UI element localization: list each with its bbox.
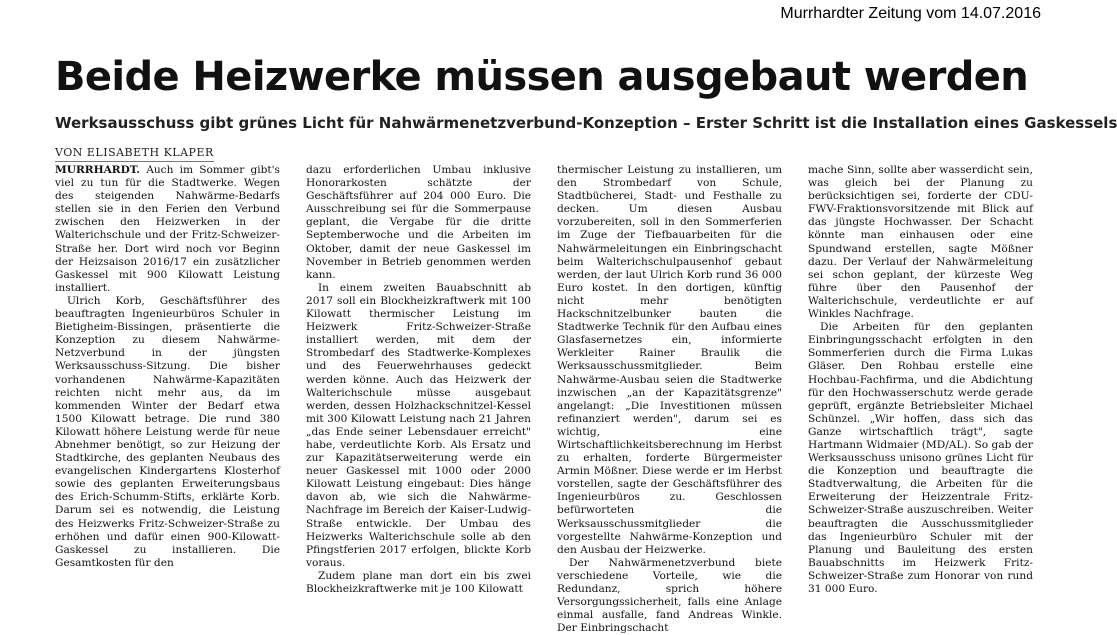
- subheadline: Werksausschuss gibt grünes Licht für Nahwärmenetzverbund-Konzeption – Erster Schritt ist die Installation eines Gaskessels: [55, 114, 1117, 132]
- article-column-3: [557, 164, 782, 635]
- article-paragraph: mache Sinn, sollte aber wasserdicht sein, was gleich bei der Planung zu berücksichtigen sei, forderte der CDU-FWV-Fraktionsvorsitzende mit Blick auf das jüngste Hochwasser. Der Schacht könnte man einhausen oder eine Spundwand erstellen, sagte Mößner dazu. Der Verlauf der Nahwärmeleitung sei schon geplant, der kürzeste Weg führe über den Pausenhof der Walterichschule, verdeutlichte er auf Winkles Nachfrage.: [808, 164, 1033, 321]
- source-line: Murrhardter Zeitung vom 14.07.2016: [780, 5, 1041, 22]
- article-paragraph: Zudem plane man dort ein bis zwei Blockheizkraftwerke mit je 100 Kilowatt: [306, 569, 531, 595]
- article-paragraph: In einem zweiten Bauabschnitt ab 2017 soll ein Blockheizkraftwerk mit 100 Kilowatt thermischer Leistung im Heizwerk Fritz-Schweizer-Straße installiert werden, mit dem der Strombedarf des Stadtwerke-Komplexes und des Feuerwehrhauses gedeckt werden könne. Auch das Heizwerk der Walterichschule müsse ausgebaut werden, dessen Holzhackschnitzel-Kessel mit 300 Kilowatt Leistung nach 21 Jahren „das Ende seiner Lebensdauer erreicht" habe, verdeutlichte Korb. Als Ersatz und zur Kapazitätserweiterung werde ein neuer Gaskessel mit 1000 oder 2000 Kilowatt Leistung eingebaut: Dies hänge davon ab, wie sich die Nahwärme-Nachfrage im Bereich der Kaiser-Ludwig-Straße entwickle. Der Umbau des Heizwerks Walterichschule solle ab den Pfingstferien 2017 erfolgen, blickte Korb voraus.: [306, 281, 531, 569]
- byline: VON ELISABETH KLAPER: [55, 146, 214, 162]
- article-paragraph: dazu erforderlichen Umbau inklusive Honorarkosten schätzte der Geschäftsführer auf 204 000 Euro. Die Ausschreibung sei für die Sommerpause geplant, die Vergabe für die dritte Septemberwoche und die Arbeiten im Oktober, damit der neue Gaskessel im November in Betrieb genommen werden kann.: [306, 164, 531, 281]
- article-body: [55, 164, 1033, 635]
- paragraph-text: Auch im Sommer gibt's viel zu tun für die Stadtwerke. Wegen des steigenden Nahwärme-Bedarfs stellen sie in den Ferien den Verbund zwischen den Heizwerken in der Walterichschule und der Fritz-Schweizer-Straße her. Dort wird noch vor Beginn der Heizsaison 2016/17 ein zusätzlicher Gaskessel mit 900 Kilowatt Leistung installiert.: [55, 164, 280, 294]
- article-column-1: [55, 164, 280, 635]
- article-paragraph: [55, 164, 280, 295]
- article-paragraph: Ulrich Korb, Geschäftsführer des beauftragten Ingenieurbüros Schuler in Bietigheim-Bissingen, präsentierte die Konzeption zu diesem Nahwärme-Netzverbund in der jüngsten Werksausschuss-Sitzung. Die bisher vorhandenen Nahwärme-Kapazitäten reichten nicht mehr aus, da im kommenden Winter der Bedarf etwa 1500 Kilowatt betrage. Die rund 380 Kilowatt höhere Leistung werde für neue Abnehmer benötigt, so zur Heizung der Stadtkirche, des geplanten Neubaus des evangelischen Kindergartens Klosterhof sowie des geplanten Erweiterungsbaus des Erich-Schumm-Stifts, erklärte Korb. Darum sei es notwendig, die Leistung des Heizwerks Fritz-Schweizer-Straße zu erhöhen und dafür einen 900-Kilowatt-Gaskessel zu installieren. Die Gesamtkosten für den: [55, 294, 280, 569]
- headline: Beide Heizwerke müssen ausgebaut werden: [55, 54, 1029, 100]
- article-column-4: [808, 164, 1033, 635]
- dateline: MURRHARDT.: [55, 164, 140, 176]
- article-paragraph: thermischer Leistung zu installieren, um den Strombedarf von Schule, Stadtbücherei, Stadt- und Festhalle zu decken. Um diesen Ausbau vorzubereiten, soll in den Sommerferien im Zuge der Tiefbauarbeiten für die Nahwärmeleitungen ein Einbringschacht beim Walterichschulpausenhof gebaut werden, der laut Ulrich Korb rund 36 000 Euro kostet. In den dortigen, künftig nicht mehr benötigten Hackschnitzelbunker bauten die Stadtwerke Technik für den Aufbau eines Glasfasernetzes ein, informierte Werkleiter Rainer Braulik die Werksausschussmitglieder. Beim Nahwärme-Ausbau seien die Stadtwerke inzwischen „an der Kapazitätsgrenze" angelangt: „Die Investitionen müssen refinanziert werden", darum sei es wichtig, eine Wirtschaftlichkeitsberechnung im Herbst zu erhalten, forderte Bürgermeister Armin Mößner. Diese werde er im Herbst vorstellen, sagte der Geschäftsführer des Ingenieurbüros zu. Geschlossen befürworteten die Werksausschussmitglieder die vorgestellte Nahwärme-Konzeption und den Ausbau der Heizwerke.: [557, 164, 782, 556]
- article-paragraph: Der Nahwärmenetzverbund biete verschiedene Vorteile, wie die Redundanz, sprich höhere Versorgungssicherheit, falls eine Anlage einmal ausfalle, fand Andreas Winkle. Der Einbringschacht: [557, 556, 782, 635]
- article-column-2: [306, 164, 531, 635]
- article-paragraph: Die Arbeiten für den geplanten Einbringungsschacht erfolgten in den Sommerferien durch die Firma Lukas Gläser. Den Rohbau erstelle eine Hochbau-Fachfirma, und die Abdichtung für den Hochwasserschutz werde gerade geprüft, ergänzte Betriebsleiter Michael Schünzel. „Wir hoffen, dass sich das Ganze wirtschaftlich trägt", sagte Hartmann Widmaier (MD/AL). So gab der Werksausschuss unisono grünes Licht für die Konzeption und beauftragte die Stadtverwaltung, die Arbeiten für die Erweiterung der Heizzentrale Fritz-Schweizer-Straße auszuschreiben. Weiter beauftragten die Ausschussmitglieder das Ingenieurbüro Schuler mit der Planung und Bauleitung des ersten Bauabschnitts im Heizwerk Fritz-Schweizer-Straße zum Honorar von rund 31 000 Euro.: [808, 321, 1033, 595]
